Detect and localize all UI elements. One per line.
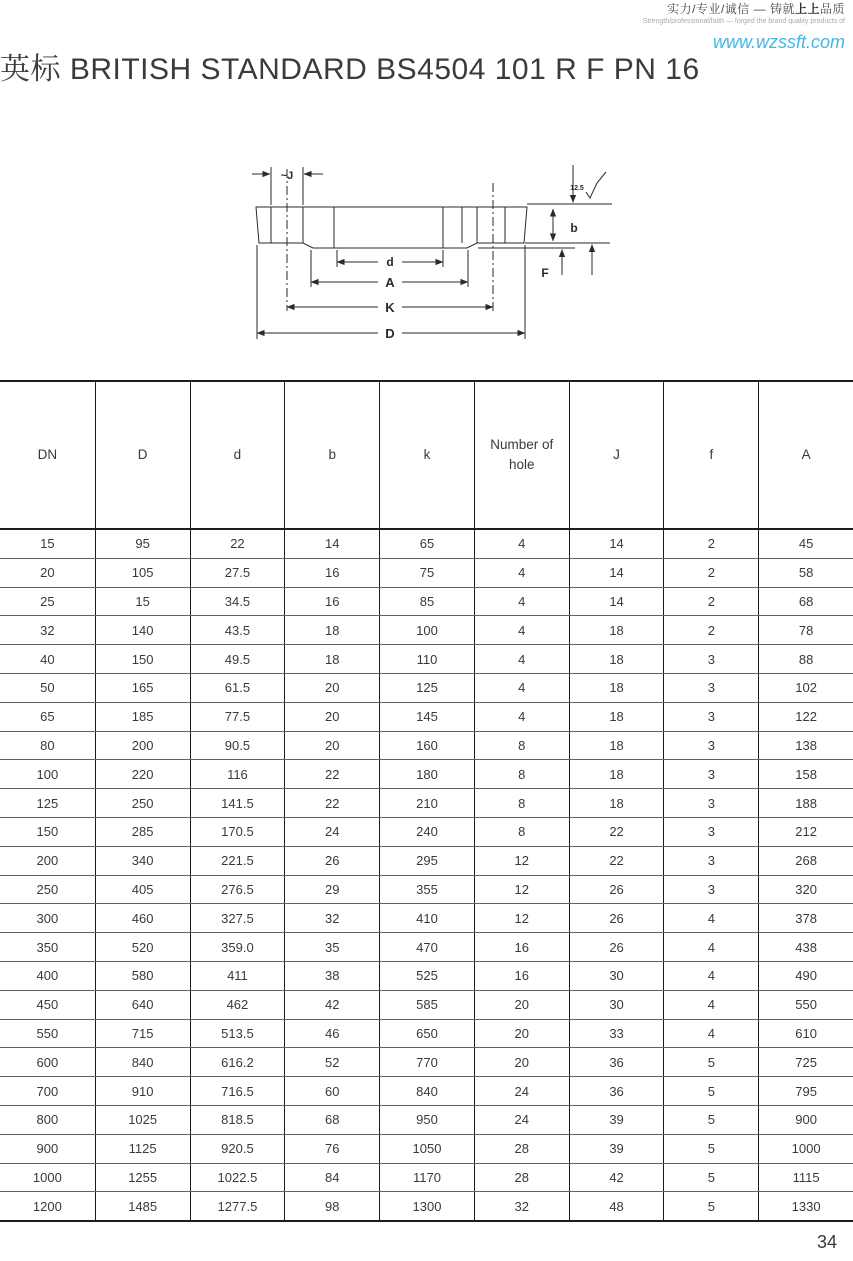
table-cell: 26 — [284, 847, 379, 875]
brand-tagline-cn — [643, 2, 845, 17]
table-cell: 610 — [758, 1020, 853, 1048]
table-cell: 20 — [474, 1020, 569, 1048]
table-cell: 125 — [379, 674, 474, 702]
flange-cross-section-diagram — [230, 143, 630, 363]
table-cell: 268 — [758, 847, 853, 875]
table-cell: 5 — [663, 1048, 758, 1076]
table-cell: 220 — [95, 760, 190, 788]
table-cell: 490 — [758, 962, 853, 990]
table-cell: 77.5 — [190, 703, 285, 731]
table-cell: 125 — [36, 795, 59, 811]
table-cell: 38 — [284, 962, 379, 990]
table-cell: 30 — [569, 991, 664, 1019]
table-cell: 715 — [95, 1020, 190, 1048]
table-cell: 22 — [190, 530, 285, 558]
table-cell: 550 — [36, 1025, 59, 1041]
table-cell: 52 — [284, 1048, 379, 1076]
table-cell: 18 — [569, 616, 664, 644]
table-cell: 122 — [758, 703, 853, 731]
table-cell: 33 — [569, 1020, 664, 1048]
table-cell: 1300 — [379, 1192, 474, 1220]
table-cell: 438 — [758, 933, 853, 961]
table-cell: 700 — [36, 1083, 59, 1099]
table-cell: 525 — [379, 962, 474, 990]
table-cell: 95 — [95, 530, 190, 558]
table-cell: 158 — [758, 760, 853, 788]
table-row — [0, 1019, 853, 1048]
table-cell: 285 — [95, 818, 190, 846]
column-header: k — [379, 382, 474, 528]
table-cell: 32 — [40, 622, 55, 638]
table-cell: 4 — [474, 559, 569, 587]
table-cell: 18 — [569, 674, 664, 702]
table-cell: 100 — [36, 766, 59, 782]
table-row — [0, 817, 853, 846]
roughness-value-label: 12.5 — [570, 185, 584, 192]
table-cell: 3 — [663, 818, 758, 846]
table-cell: 4 — [663, 904, 758, 932]
table-cell: 43.5 — [190, 616, 285, 644]
table-cell: 28 — [474, 1135, 569, 1163]
table-row — [0, 932, 853, 961]
table-row — [0, 1134, 853, 1163]
table-cell: 140 — [95, 616, 190, 644]
column-header: A — [758, 382, 853, 528]
table-cell: 1000 — [758, 1135, 853, 1163]
table-cell: 405 — [95, 876, 190, 904]
table-cell: 2 — [663, 588, 758, 616]
table-cell: 165 — [95, 674, 190, 702]
table-cell: 3 — [663, 703, 758, 731]
column-header: b — [284, 382, 379, 528]
table-cell: 46 — [284, 1020, 379, 1048]
page-number: 34 — [816, 1232, 837, 1252]
tagline-cn-prefix: 实力/专业/诚信 — 铸就 — [667, 2, 795, 16]
roughness-check-symbol — [586, 172, 606, 198]
table-row — [0, 788, 853, 817]
table-cell: 14 — [569, 559, 664, 587]
table-cell: 76 — [284, 1135, 379, 1163]
table-cell: 800 — [36, 1112, 59, 1128]
table-cell: 795 — [758, 1077, 853, 1105]
table-cell: 1022.5 — [190, 1164, 285, 1192]
table-cell: 8 — [474, 760, 569, 788]
table-cell: 900 — [758, 1106, 853, 1134]
table-cell: 160 — [379, 732, 474, 760]
column-header: f — [663, 382, 758, 528]
table-cell: 1125 — [95, 1135, 190, 1163]
table-cell: 24 — [474, 1077, 569, 1105]
table-cell: 513.5 — [190, 1020, 285, 1048]
tagline-cn-bold: 上上 — [794, 2, 820, 16]
table-cell: 80 — [40, 737, 55, 753]
table-cell: 16 — [474, 933, 569, 961]
table-row — [0, 1191, 853, 1220]
d-dimension-label: d — [386, 255, 394, 269]
table-cell: 320 — [758, 876, 853, 904]
table-cell: 5 — [663, 1164, 758, 1192]
table-cell: 116 — [190, 760, 285, 788]
table-cell: 61.5 — [190, 674, 285, 702]
table-cell: 411 — [190, 962, 285, 990]
table-cell: 2 — [663, 616, 758, 644]
table-cell: 840 — [95, 1048, 190, 1076]
table-row — [0, 644, 853, 673]
table-cell: 5 — [663, 1106, 758, 1134]
table-row — [0, 1076, 853, 1105]
table-cell: 39 — [569, 1106, 664, 1134]
table-body — [0, 530, 853, 1220]
table-cell: 100 — [379, 616, 474, 644]
table-cell: 3 — [663, 674, 758, 702]
table-cell: 410 — [379, 904, 474, 932]
table-cell: 900 — [36, 1141, 59, 1157]
table-cell: 24 — [284, 818, 379, 846]
table-cell: 840 — [379, 1077, 474, 1105]
table-cell: 600 — [36, 1054, 59, 1070]
table-row — [0, 673, 853, 702]
table-cell: 22 — [284, 789, 379, 817]
table-cell: 770 — [379, 1048, 474, 1076]
table-cell: 14 — [569, 588, 664, 616]
table-cell: 350 — [36, 939, 59, 955]
table-cell: 20 — [40, 565, 55, 581]
table-cell: 4 — [663, 991, 758, 1019]
table-cell: 14 — [284, 530, 379, 558]
table-cell: 18 — [569, 732, 664, 760]
table-cell: 716.5 — [190, 1077, 285, 1105]
table-cell: 276.5 — [190, 876, 285, 904]
table-cell: 359.0 — [190, 933, 285, 961]
table-row — [0, 759, 853, 788]
table-header-row — [0, 382, 853, 530]
table-cell: 30 — [569, 962, 664, 990]
b-dimension-label: b — [570, 221, 578, 235]
table-cell: 40 — [40, 651, 55, 667]
table-cell: 34.5 — [190, 588, 285, 616]
table-cell: 580 — [95, 962, 190, 990]
table-row — [0, 846, 853, 875]
table-cell: 58 — [758, 559, 853, 587]
table-cell: 145 — [379, 703, 474, 731]
table-cell: 1170 — [379, 1164, 474, 1192]
table-cell: 24 — [474, 1106, 569, 1134]
table-row — [0, 1047, 853, 1076]
table-cell: 78 — [758, 616, 853, 644]
big-d-dimension-label: D — [385, 326, 395, 341]
table-cell: 4 — [663, 962, 758, 990]
flange-dimension-table — [0, 380, 853, 1222]
table-cell: 18 — [569, 645, 664, 673]
table-cell: 450 — [36, 997, 59, 1013]
brand-tagline-en: Strength/professional/faith — forged the brand quality products of — [642, 18, 845, 25]
table-cell: 22 — [569, 818, 664, 846]
table-cell: 28 — [474, 1164, 569, 1192]
table-cell: 4 — [474, 674, 569, 702]
table-cell: 910 — [95, 1077, 190, 1105]
table-cell: 20 — [474, 1048, 569, 1076]
table-cell: 98 — [284, 1192, 379, 1220]
table-cell: 520 — [95, 933, 190, 961]
table-cell: 12 — [474, 904, 569, 932]
table-cell: 16 — [474, 962, 569, 990]
table-cell: 90.5 — [190, 732, 285, 760]
table-cell: 27.5 — [190, 559, 285, 587]
table-cell: 88 — [758, 645, 853, 673]
table-cell: 20 — [284, 703, 379, 731]
table-cell: 20 — [284, 732, 379, 760]
table-row — [0, 615, 853, 644]
table-row — [0, 990, 853, 1019]
table-cell: 250 — [36, 881, 59, 897]
k-dimension-label: K — [385, 300, 395, 315]
page-title: 英标 BRITISH STANDARD BS4504 101 R F PN 16 — [0, 53, 700, 86]
table-cell: 84 — [284, 1164, 379, 1192]
table-cell: 818.5 — [190, 1106, 285, 1134]
table-cell: 221.5 — [190, 847, 285, 875]
table-cell: 85 — [379, 588, 474, 616]
table-cell: 1115 — [758, 1164, 853, 1192]
table-cell: 18 — [284, 645, 379, 673]
table-cell: 616.2 — [190, 1048, 285, 1076]
table-cell: 327.5 — [190, 904, 285, 932]
table-cell: 15 — [40, 536, 55, 552]
table-cell: 26 — [569, 933, 664, 961]
table-cell: 68 — [758, 588, 853, 616]
table-cell: 1277.5 — [190, 1192, 285, 1220]
table-row — [0, 961, 853, 990]
table-cell: 185 — [95, 703, 190, 731]
table-cell: 4 — [663, 1020, 758, 1048]
table-cell: 4 — [474, 703, 569, 731]
table-cell: 550 — [758, 991, 853, 1019]
table-cell: 26 — [569, 876, 664, 904]
table-cell: 1025 — [95, 1106, 190, 1134]
table-cell: 68 — [284, 1106, 379, 1134]
table-cell: 200 — [95, 732, 190, 760]
table-cell: 15 — [95, 588, 190, 616]
table-cell: 240 — [379, 818, 474, 846]
tagline-cn-suffix: 品质 — [819, 2, 845, 16]
table-cell: 470 — [379, 933, 474, 961]
table-cell: 29 — [284, 876, 379, 904]
table-cell: 462 — [190, 991, 285, 1019]
table-cell: 585 — [379, 991, 474, 1019]
table-cell: 4 — [474, 616, 569, 644]
table-cell: 18 — [569, 760, 664, 788]
table-cell: 25 — [40, 593, 55, 609]
table-cell: 16 — [284, 559, 379, 587]
table-row — [0, 1163, 853, 1192]
table-cell: 460 — [95, 904, 190, 932]
table-row — [0, 1105, 853, 1134]
column-header: d — [190, 382, 285, 528]
table-cell: 42 — [284, 991, 379, 1019]
table-row — [0, 875, 853, 904]
table-cell: 400 — [36, 968, 59, 984]
column-header: D — [95, 382, 190, 528]
table-cell: 1255 — [95, 1164, 190, 1192]
table-cell: 65 — [40, 709, 55, 725]
flange-section-lines — [271, 207, 505, 248]
table-cell: 340 — [95, 847, 190, 875]
table-cell: 355 — [379, 876, 474, 904]
table-cell: 18 — [284, 616, 379, 644]
table-cell: 3 — [663, 732, 758, 760]
table-cell: 22 — [284, 760, 379, 788]
table-cell: 35 — [284, 933, 379, 961]
a-dimension-label: A — [385, 275, 395, 290]
table-cell: 110 — [379, 645, 474, 673]
table-cell: 12 — [474, 876, 569, 904]
f-dimension-label: F — [541, 266, 549, 280]
table-row — [0, 558, 853, 587]
table-cell: 48 — [569, 1192, 664, 1220]
table-cell: 200 — [36, 853, 59, 869]
table-row — [0, 903, 853, 932]
table-cell: 18 — [569, 789, 664, 817]
table-cell: 32 — [474, 1192, 569, 1220]
table-cell: 60 — [284, 1077, 379, 1105]
table-cell: 950 — [379, 1106, 474, 1134]
table-cell: 2 — [663, 559, 758, 587]
table-cell: 138 — [758, 732, 853, 760]
table-cell: 8 — [474, 818, 569, 846]
table-cell: 12 — [474, 847, 569, 875]
table-cell: 2 — [663, 530, 758, 558]
table-cell: 4 — [474, 645, 569, 673]
table-cell: 5 — [663, 1077, 758, 1105]
table-cell: 14 — [569, 530, 664, 558]
table-cell: 26 — [569, 904, 664, 932]
table-cell: 1200 — [32, 1198, 62, 1214]
j-dimension-label: ~J — [280, 170, 294, 182]
table-row — [0, 731, 853, 760]
flange-body-outline — [256, 207, 527, 248]
table-cell: 42 — [569, 1164, 664, 1192]
table-cell: 105 — [95, 559, 190, 587]
table-cell: 18 — [569, 703, 664, 731]
table-cell: 4 — [474, 588, 569, 616]
table-cell: 8 — [474, 789, 569, 817]
table-row — [0, 530, 853, 558]
table-row — [0, 702, 853, 731]
table-cell: 49.5 — [190, 645, 285, 673]
table-cell: 50 — [40, 680, 55, 696]
table-cell: 150 — [95, 645, 190, 673]
table-cell: 3 — [663, 645, 758, 673]
table-cell: 5 — [663, 1135, 758, 1163]
table-cell: 920.5 — [190, 1135, 285, 1163]
table-cell: 36 — [569, 1048, 664, 1076]
table-cell: 640 — [95, 991, 190, 1019]
table-cell: 36 — [569, 1077, 664, 1105]
column-header: Number of hole — [474, 382, 569, 528]
table-row — [0, 587, 853, 616]
table-cell: 20 — [284, 674, 379, 702]
table-cell: 16 — [284, 588, 379, 616]
table-cell: 8 — [474, 732, 569, 760]
table-cell: 5 — [663, 1192, 758, 1220]
table-cell: 102 — [758, 674, 853, 702]
brand-website: www.wzssft.com — [712, 31, 845, 52]
table-cell: 3 — [663, 847, 758, 875]
table-cell: 22 — [569, 847, 664, 875]
table-cell: 188 — [758, 789, 853, 817]
table-cell: 300 — [36, 910, 59, 926]
table-cell: 1485 — [95, 1192, 190, 1220]
table-cell: 141.5 — [190, 789, 285, 817]
table-cell: 250 — [95, 789, 190, 817]
table-cell: 170.5 — [190, 818, 285, 846]
table-cell: 1000 — [32, 1169, 62, 1185]
table-cell: 1330 — [758, 1192, 853, 1220]
table-cell: 4 — [474, 530, 569, 558]
table-cell: 75 — [379, 559, 474, 587]
table-cell: 3 — [663, 760, 758, 788]
table-cell: 150 — [36, 824, 59, 840]
table-cell: 65 — [379, 530, 474, 558]
table-cell: 39 — [569, 1135, 664, 1163]
table-cell: 210 — [379, 789, 474, 817]
table-cell: 212 — [758, 818, 853, 846]
flange-drawing — [230, 143, 630, 363]
column-header: J — [569, 382, 664, 528]
table-cell: 45 — [758, 530, 853, 558]
table-cell: 1050 — [379, 1135, 474, 1163]
column-header: DN — [37, 446, 58, 462]
table-cell: 4 — [663, 933, 758, 961]
table-cell: 20 — [474, 991, 569, 1019]
table-cell: 725 — [758, 1048, 853, 1076]
table-cell: 295 — [379, 847, 474, 875]
table-cell: 3 — [663, 876, 758, 904]
table-cell: 3 — [663, 789, 758, 817]
table-cell: 180 — [379, 760, 474, 788]
table-cell: 32 — [284, 904, 379, 932]
table-cell: 650 — [379, 1020, 474, 1048]
table-cell: 378 — [758, 904, 853, 932]
